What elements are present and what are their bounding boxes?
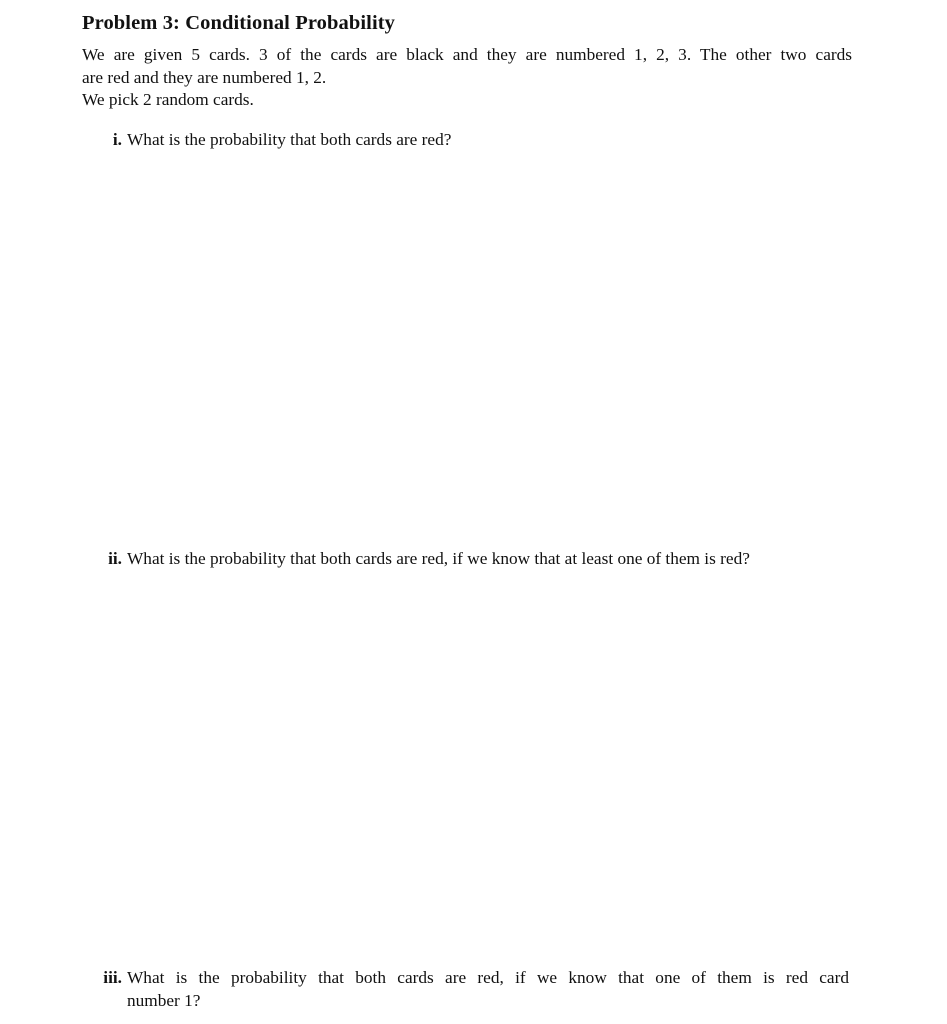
question-label: iii. (103, 968, 122, 987)
question-label: i. (112, 130, 122, 149)
question-text: What is the probability that both cards are red, if we know that at least one of them is red? (127, 549, 750, 568)
question-text-line: number 1? (127, 990, 201, 1010)
question-label: ii. (108, 549, 122, 568)
question-text (127, 967, 849, 1012)
problem-statement-line: We pick 2 random cards. (82, 90, 254, 110)
question-text: What is the probability that both cards are red? (127, 130, 452, 149)
problem-statement-line: We are given 5 cards. 3 of the cards are black and they are numbered 1, 2, 3. The other two cards (82, 45, 852, 64)
problem-statement (82, 44, 852, 112)
problem-statement-line: are red and they are numbered 1, 2. (82, 67, 327, 87)
question-text-line: What is the probability that both cards are red, if we know that one of them is red card (127, 968, 849, 987)
problem-title: Problem 3: Conditional Probability (82, 12, 396, 34)
